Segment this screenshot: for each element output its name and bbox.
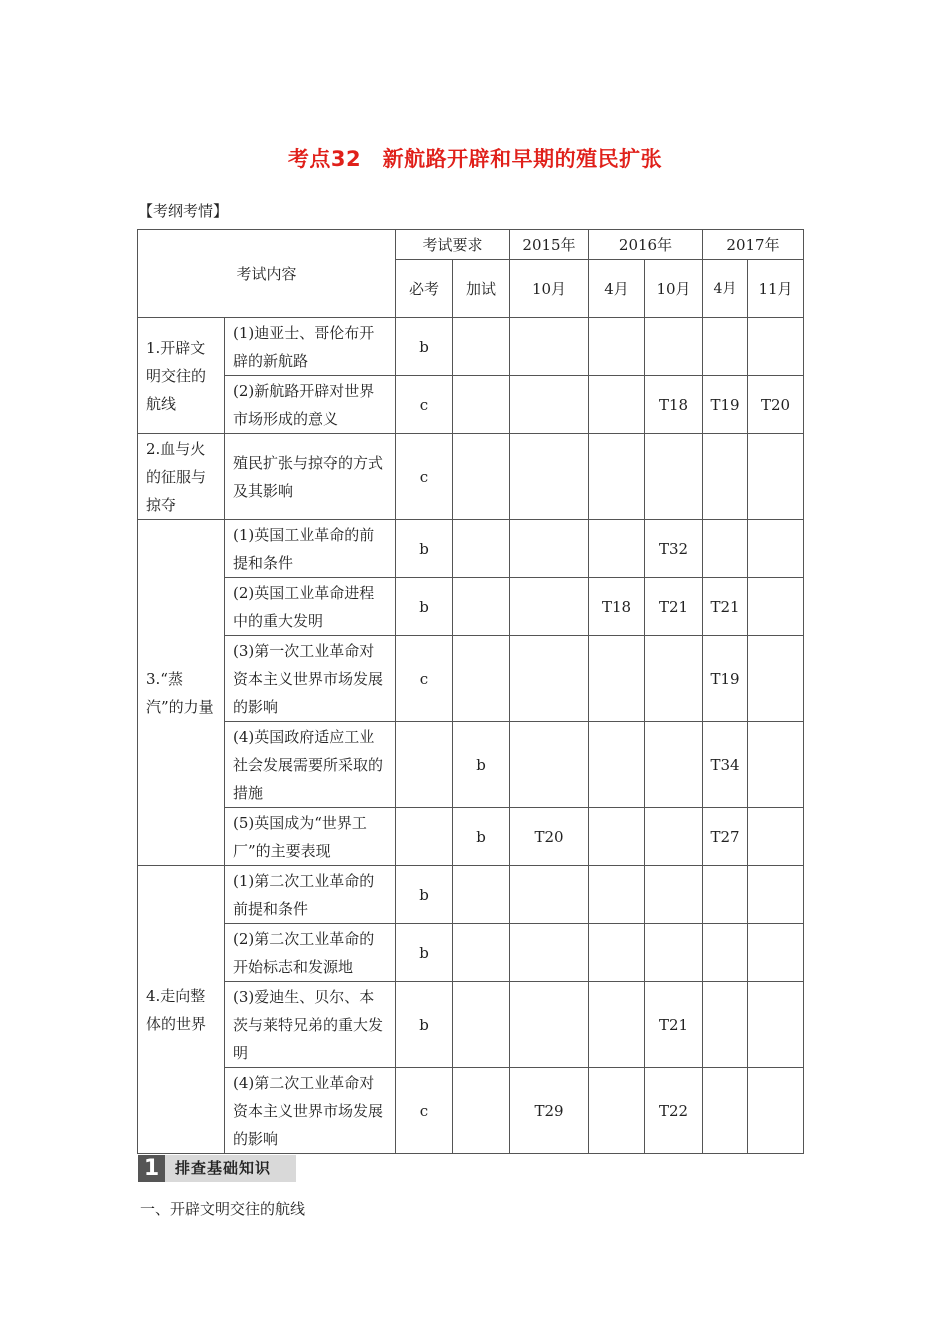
section-band: [138, 1155, 296, 1182]
table-row: [138, 1068, 804, 1154]
jiashi-cell: [453, 866, 510, 924]
y2016-oct-cell: T32: [645, 520, 703, 578]
header-2017: 2017年: [703, 230, 804, 260]
jiashi-cell: b: [453, 722, 510, 808]
header-2016-oct: 10月: [645, 260, 703, 318]
jiashi-cell: [453, 982, 510, 1068]
page-title: 考点32 新航路开辟和早期的殖民扩张: [287, 147, 663, 171]
y2015-oct-cell: [510, 520, 589, 578]
jiashi-cell: [453, 434, 510, 520]
bikao-cell: [396, 722, 453, 808]
y2016-oct-cell: T18: [645, 376, 703, 434]
content-cell: (4)第二次工业革命对资本主义世界市场发展的影响: [225, 1068, 396, 1154]
y2017-nov-cell: [748, 318, 804, 376]
y2015-oct-cell: T29: [510, 1068, 589, 1154]
bikao-cell: c: [396, 636, 453, 722]
y2016-apr-cell: [589, 924, 645, 982]
y2017-nov-cell: [748, 982, 804, 1068]
header-2017-nov: 11月: [748, 260, 804, 318]
y2017-apr-cell: [703, 520, 748, 578]
content-cell: (3)第一次工业革命对资本主义世界市场发展的影响: [225, 636, 396, 722]
y2016-oct-cell: [645, 636, 703, 722]
y2015-oct-cell: [510, 636, 589, 722]
table-row: [138, 434, 804, 520]
y2015-oct-cell: [510, 722, 589, 808]
y2016-oct-cell: T21: [645, 578, 703, 636]
y2016-apr-cell: [589, 808, 645, 866]
table-row: [138, 982, 804, 1068]
jiashi-cell: [453, 636, 510, 722]
table-row: [138, 866, 804, 924]
content-cell: (3)爱迪生、贝尔、本茨与莱特兄弟的重大发明: [225, 982, 396, 1068]
table-row: [138, 578, 804, 636]
section-number: 1: [138, 1155, 165, 1182]
y2015-oct-cell: [510, 434, 589, 520]
y2017-nov-cell: [748, 636, 804, 722]
y2015-oct-cell: [510, 866, 589, 924]
content-cell: (2)新航路开辟对世界市场形成的意义: [225, 376, 396, 434]
bikao-cell: c: [396, 376, 453, 434]
jiashi-cell: [453, 924, 510, 982]
category-cell: 1.开辟文明交往的航线: [138, 318, 225, 434]
exam-table: [137, 229, 804, 1154]
table-row: [138, 318, 804, 376]
table-row: [138, 924, 804, 982]
header-2015-oct: 10月: [510, 260, 589, 318]
content-cell: (1)第二次工业革命的前提和条件: [225, 866, 396, 924]
y2015-oct-cell: [510, 982, 589, 1068]
y2017-nov-cell: [748, 866, 804, 924]
jiashi-cell: [453, 578, 510, 636]
section-label: 【考纲考情】: [138, 202, 229, 220]
table-row: [138, 520, 804, 578]
header-2016: 2016年: [589, 230, 703, 260]
y2017-apr-cell: [703, 982, 748, 1068]
header-2017-apr: 4月: [703, 260, 748, 318]
bikao-cell: [396, 808, 453, 866]
table-row: [138, 722, 804, 808]
bikao-cell: b: [396, 520, 453, 578]
y2017-nov-cell: T20: [748, 376, 804, 434]
y2017-apr-cell: [703, 866, 748, 924]
y2015-oct-cell: [510, 318, 589, 376]
y2017-apr-cell: T19: [703, 636, 748, 722]
y2015-oct-cell: [510, 578, 589, 636]
y2016-apr-cell: [589, 520, 645, 578]
header-requirement: 考试要求: [396, 230, 510, 260]
y2016-apr-cell: [589, 722, 645, 808]
y2016-apr-cell: [589, 982, 645, 1068]
y2017-nov-cell: [748, 722, 804, 808]
y2017-apr-cell: T34: [703, 722, 748, 808]
jiashi-cell: b: [453, 808, 510, 866]
section-band-title: 排查基础知识: [175, 1159, 272, 1177]
header-content: 考试内容: [138, 230, 396, 318]
header-bikao: 必考: [396, 260, 453, 318]
header-2016-apr: 4月: [589, 260, 645, 318]
y2017-nov-cell: [748, 578, 804, 636]
y2017-apr-cell: [703, 434, 748, 520]
content-cell: (4)英国政府适应工业社会发展需要所采取的措施: [225, 722, 396, 808]
y2017-apr-cell: [703, 318, 748, 376]
y2016-oct-cell: T22: [645, 1068, 703, 1154]
y2016-oct-cell: [645, 924, 703, 982]
category-cell: 3.“蒸汽”的力量: [138, 520, 225, 866]
bikao-cell: b: [396, 982, 453, 1068]
y2017-nov-cell: [748, 520, 804, 578]
bikao-cell: c: [396, 1068, 453, 1154]
table-header-row: [138, 230, 804, 260]
content-cell: (1)迪亚士、哥伦布开辟的新航路: [225, 318, 396, 376]
jiashi-cell: [453, 520, 510, 578]
y2016-oct-cell: [645, 722, 703, 808]
y2016-apr-cell: T18: [589, 578, 645, 636]
bikao-cell: b: [396, 578, 453, 636]
y2017-apr-cell: T27: [703, 808, 748, 866]
y2015-oct-cell: T20: [510, 808, 589, 866]
bikao-cell: b: [396, 866, 453, 924]
y2017-nov-cell: [748, 924, 804, 982]
y2016-oct-cell: [645, 318, 703, 376]
y2016-oct-cell: [645, 434, 703, 520]
bikao-cell: b: [396, 318, 453, 376]
y2016-apr-cell: [589, 318, 645, 376]
y2017-apr-cell: T19: [703, 376, 748, 434]
jiashi-cell: [453, 1068, 510, 1154]
bikao-cell: b: [396, 924, 453, 982]
y2017-nov-cell: [748, 434, 804, 520]
jiashi-cell: [453, 318, 510, 376]
table-row: [138, 808, 804, 866]
jiashi-cell: [453, 376, 510, 434]
y2016-apr-cell: [589, 866, 645, 924]
y2016-apr-cell: [589, 1068, 645, 1154]
category-cell: 2.血与火的征服与掠夺: [138, 434, 225, 520]
y2016-apr-cell: [589, 434, 645, 520]
table-row: [138, 636, 804, 722]
y2015-oct-cell: [510, 924, 589, 982]
table-row: [138, 376, 804, 434]
content-cell: (2)第二次工业革命的开始标志和发源地: [225, 924, 396, 982]
y2017-nov-cell: [748, 808, 804, 866]
y2017-apr-cell: [703, 924, 748, 982]
content-cell: (1)英国工业革命的前提和条件: [225, 520, 396, 578]
header-jiashi: 加试: [453, 260, 510, 318]
y2016-oct-cell: [645, 866, 703, 924]
category-cell: 4.走向整体的世界: [138, 866, 225, 1154]
bikao-cell: c: [396, 434, 453, 520]
y2015-oct-cell: [510, 376, 589, 434]
y2016-apr-cell: [589, 376, 645, 434]
y2016-oct-cell: T21: [645, 982, 703, 1068]
header-2015: 2015年: [510, 230, 589, 260]
y2017-apr-cell: T21: [703, 578, 748, 636]
y2016-apr-cell: [589, 636, 645, 722]
subsection-heading: 一、开辟文明交往的航线: [140, 1200, 306, 1218]
y2017-apr-cell: [703, 1068, 748, 1154]
y2017-nov-cell: [748, 1068, 804, 1154]
content-cell: (5)英国成为“世界工厂”的主要表现: [225, 808, 396, 866]
content-cell: (2)英国工业革命进程中的重大发明: [225, 578, 396, 636]
content-cell: 殖民扩张与掠夺的方式及其影响: [225, 434, 396, 520]
y2016-oct-cell: [645, 808, 703, 866]
